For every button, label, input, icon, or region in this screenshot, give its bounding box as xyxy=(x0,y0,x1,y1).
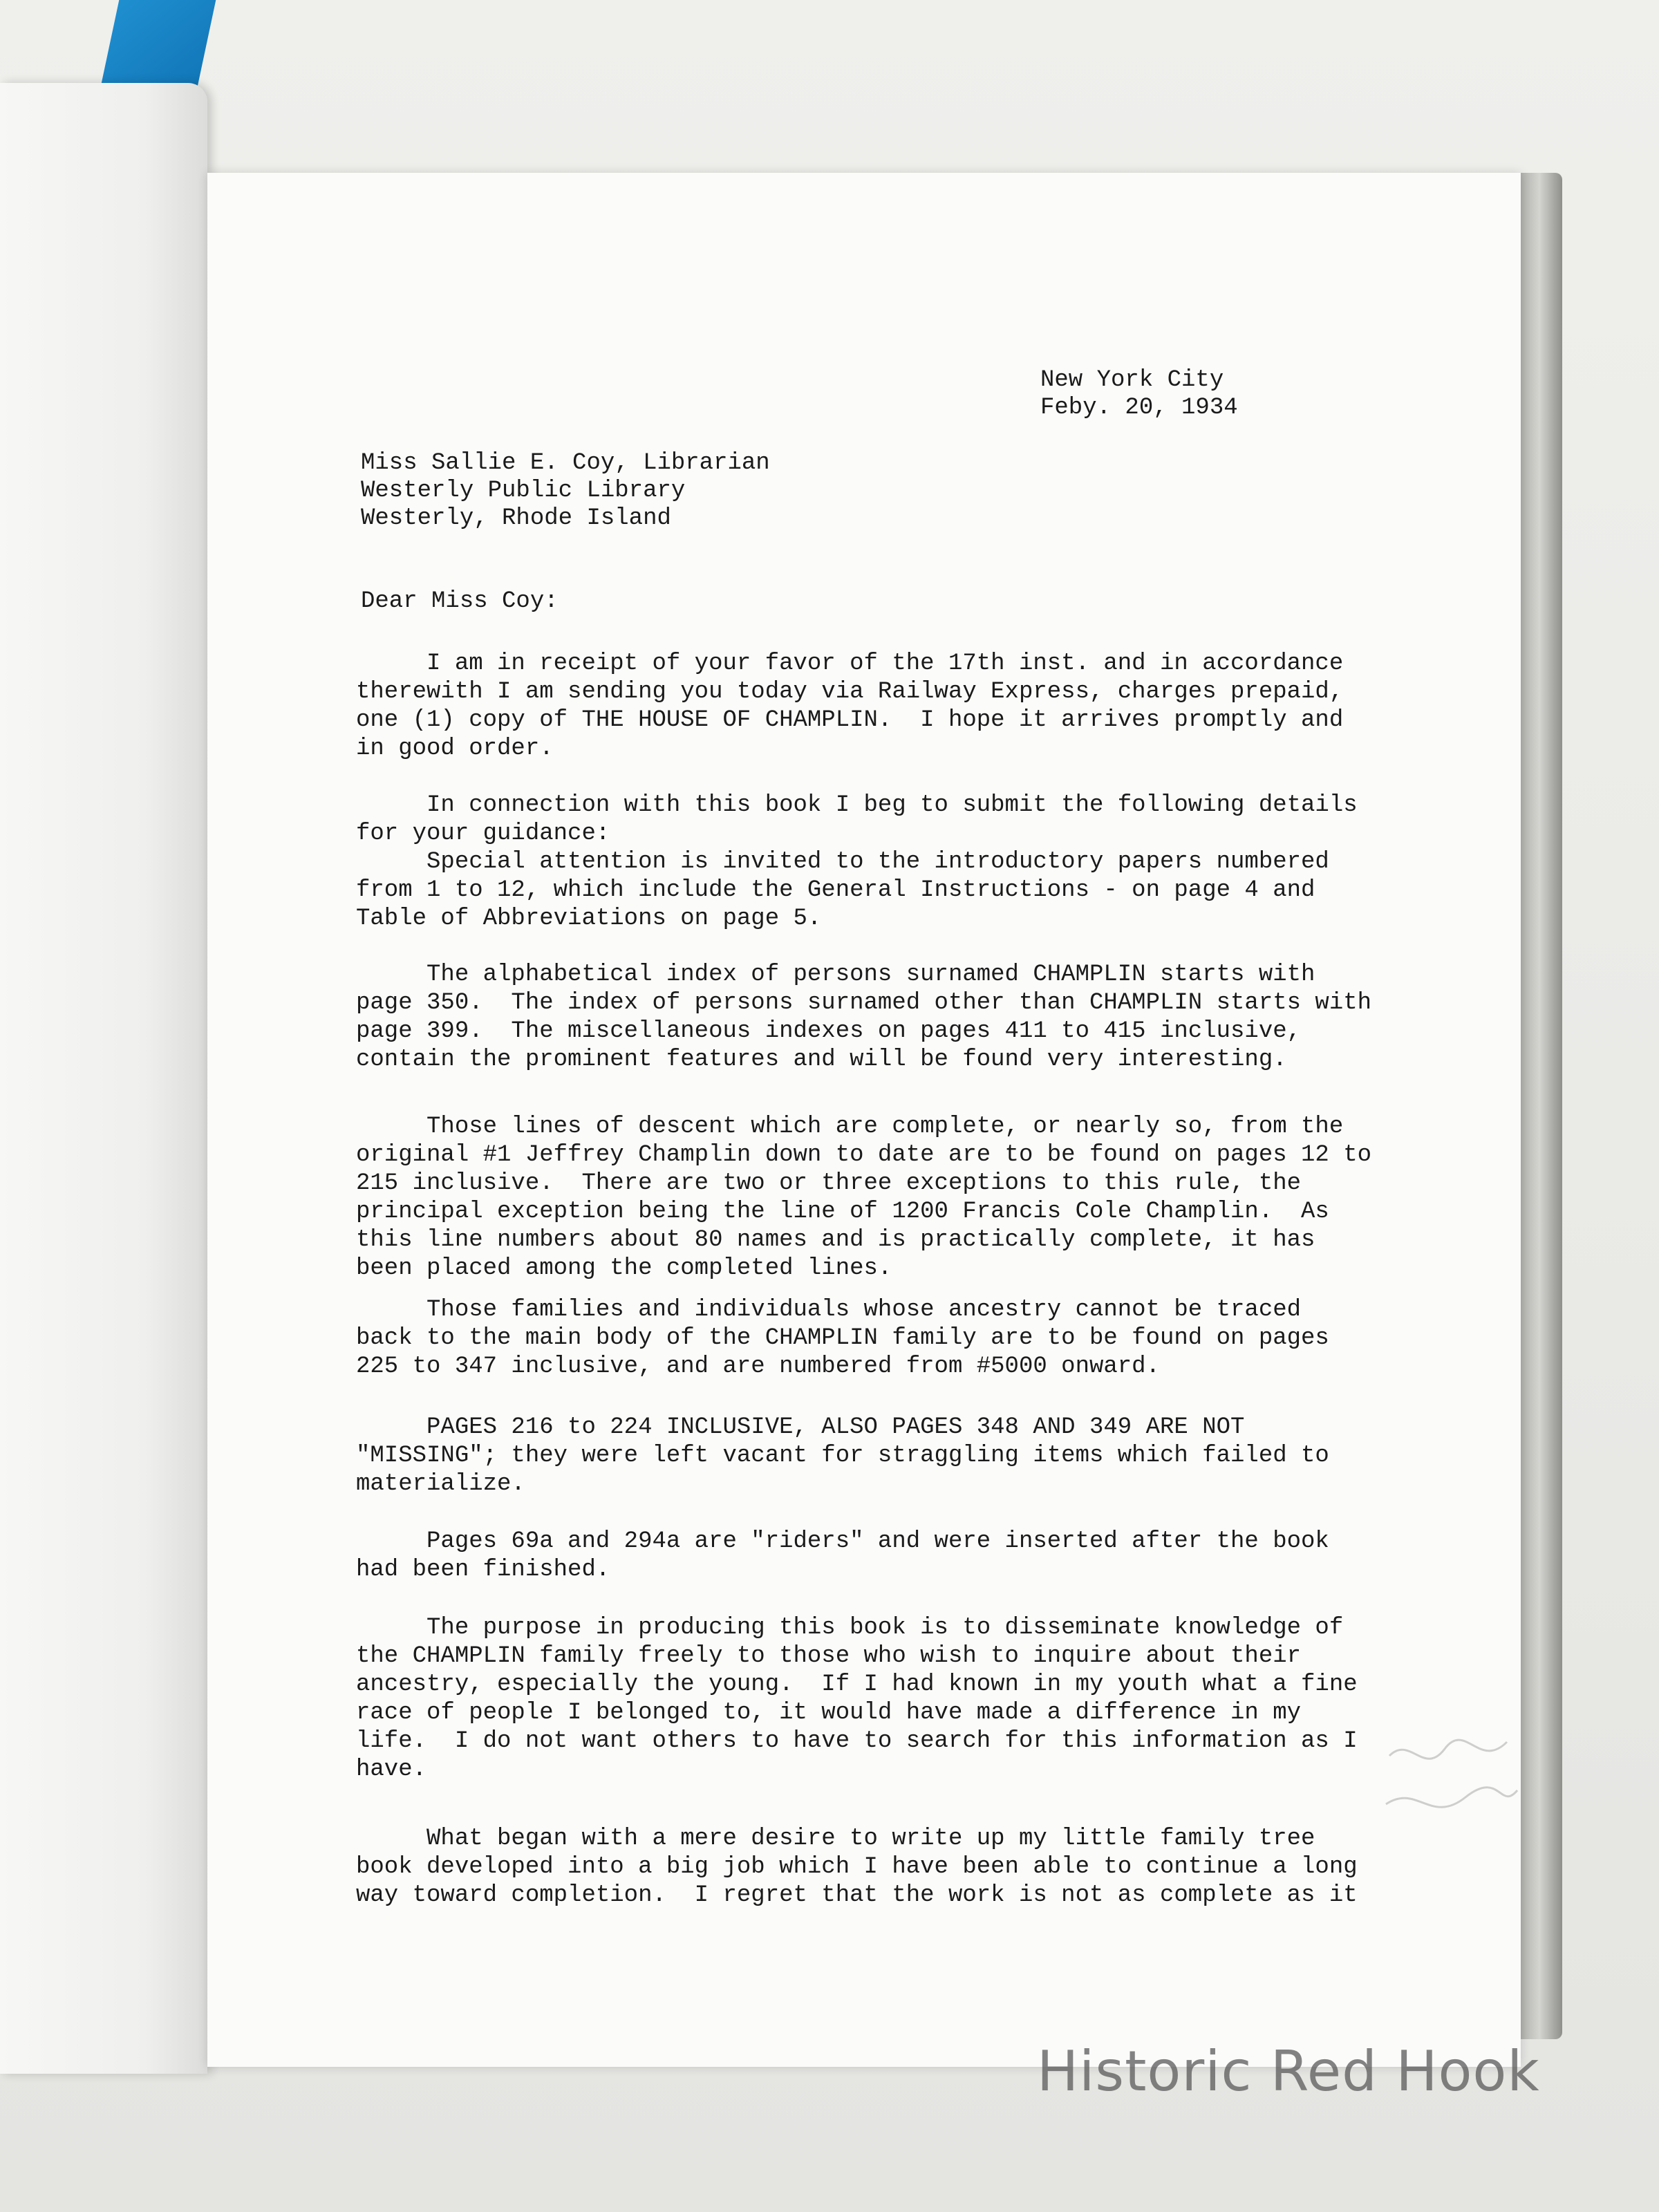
paragraph-line: Pages 69a and 294a are "riders" and were inserted after the book xyxy=(356,1528,1329,1555)
recipient-line: Miss Sallie E. Coy, Librarian xyxy=(361,450,770,476)
paragraph-line: "MISSING"; they were left vacant for straggling items which failed to xyxy=(356,1443,1329,1469)
letter-paragraph xyxy=(356,1528,1393,1584)
paragraph-line: life. I do not want others to have to search for this information as I xyxy=(356,1728,1358,1754)
letter-header xyxy=(1040,366,1238,422)
paragraph-line: Special attention is invited to the introductory papers numbered xyxy=(356,849,1329,875)
paragraph-line: the CHAMPLIN family freely to those who wish to inquire about their xyxy=(356,1643,1302,1669)
paragraph-line: this line numbers about 80 names and is practically complete, it has xyxy=(356,1227,1315,1253)
letter-paragraph xyxy=(356,1296,1393,1381)
letter-paragraph xyxy=(356,1113,1393,1283)
paragraph-line: page 399. The miscellaneous indexes on pages 411 to 415 inclusive, xyxy=(356,1018,1302,1044)
paragraph-line: materialize. xyxy=(356,1471,525,1497)
paragraph-line: original #1 Jeffrey Champlin down to date are to be found on pages 12 to xyxy=(356,1142,1372,1168)
paragraph-line: 225 to 347 inclusive, and are numbered from #5000 onward. xyxy=(356,1353,1160,1380)
paragraph-line: PAGES 216 to 224 INCLUSIVE, ALSO PAGES 348 AND 349 ARE NOT xyxy=(356,1414,1245,1441)
handwritten-signature-bleed xyxy=(1382,1728,1521,1832)
paragraph-line: book developed into a big job which I have been able to continue a long xyxy=(356,1854,1358,1880)
letter-paragraph xyxy=(356,961,1393,1074)
paragraph-line: The purpose in producing this book is to disseminate knowledge of xyxy=(356,1615,1344,1641)
paragraph-line: race of people I belonged to, it would have made a difference in my xyxy=(356,1700,1302,1726)
paragraph-line: one (1) copy of THE HOUSE OF CHAMPLIN. I hope it arrives promptly and xyxy=(356,707,1344,733)
paragraph-line: way toward completion. I regret that the work is not as complete as it xyxy=(356,1882,1358,1909)
watermark: Historic Red Hook xyxy=(1037,2039,1540,2103)
paragraph-line: Table of Abbreviations on page 5. xyxy=(356,906,822,932)
paragraph-line: page 350. The index of persons surnamed other than CHAMPLIN starts with xyxy=(356,990,1372,1016)
letter-location: New York City xyxy=(1040,367,1224,393)
paragraph-line: The alphabetical index of persons surnamed CHAMPLIN starts with xyxy=(356,962,1315,988)
recipient-line: Westerly, Rhode Island xyxy=(361,505,671,532)
paragraph-line: have. xyxy=(356,1756,427,1783)
paragraph-line: Those families and individuals whose ancestry cannot be traced xyxy=(356,1297,1302,1323)
recipient-line: Westerly Public Library xyxy=(361,478,686,504)
salutation: Dear Miss Coy: xyxy=(361,588,559,615)
paragraph-line: been placed among the completed lines. xyxy=(356,1255,892,1282)
letter-paragraph xyxy=(356,1825,1393,1910)
paragraph-line: principal exception being the line of 1200 Francis Cole Champlin. As xyxy=(356,1199,1329,1225)
paragraph-line: had been finished. xyxy=(356,1557,610,1583)
paragraph-line: In connection with this book I beg to submit the following details xyxy=(356,792,1358,818)
paragraph-line: I am in receipt of your favor of the 17th inst. and in accordance xyxy=(356,650,1344,677)
letter-paragraph xyxy=(356,1614,1393,1784)
letter-paragraph xyxy=(356,1414,1393,1499)
paragraph-line: Those lines of descent which are complete, or nearly so, from the xyxy=(356,1114,1344,1140)
letter-paragraph xyxy=(356,791,1393,933)
paragraph-line: 215 inclusive. There are two or three exceptions to this rule, the xyxy=(356,1170,1302,1197)
paragraph-line: back to the main body of the CHAMPLIN family are to be found on pages xyxy=(356,1325,1329,1351)
paragraph-line: for your guidance: xyxy=(356,821,610,847)
paragraph-line: ancestry, especially the young. If I had known in my youth what a fine xyxy=(356,1671,1358,1698)
paragraph-line: from 1 to 12, which include the General Instructions - on page 4 and xyxy=(356,877,1315,903)
letter-date: Feby. 20, 1934 xyxy=(1040,395,1238,421)
letter-paragraph xyxy=(356,650,1393,763)
paragraph-line: in good order. xyxy=(356,735,554,762)
paragraph-line: contain the prominent features and will be found very interesting. xyxy=(356,1047,1287,1073)
paragraph-line: What began with a mere desire to write up my little family tree xyxy=(356,1826,1315,1852)
paragraph-line: therewith I am sending you today via Railway Express, charges prepaid, xyxy=(356,679,1344,705)
left-page xyxy=(0,83,207,2074)
recipient-address xyxy=(361,449,770,532)
